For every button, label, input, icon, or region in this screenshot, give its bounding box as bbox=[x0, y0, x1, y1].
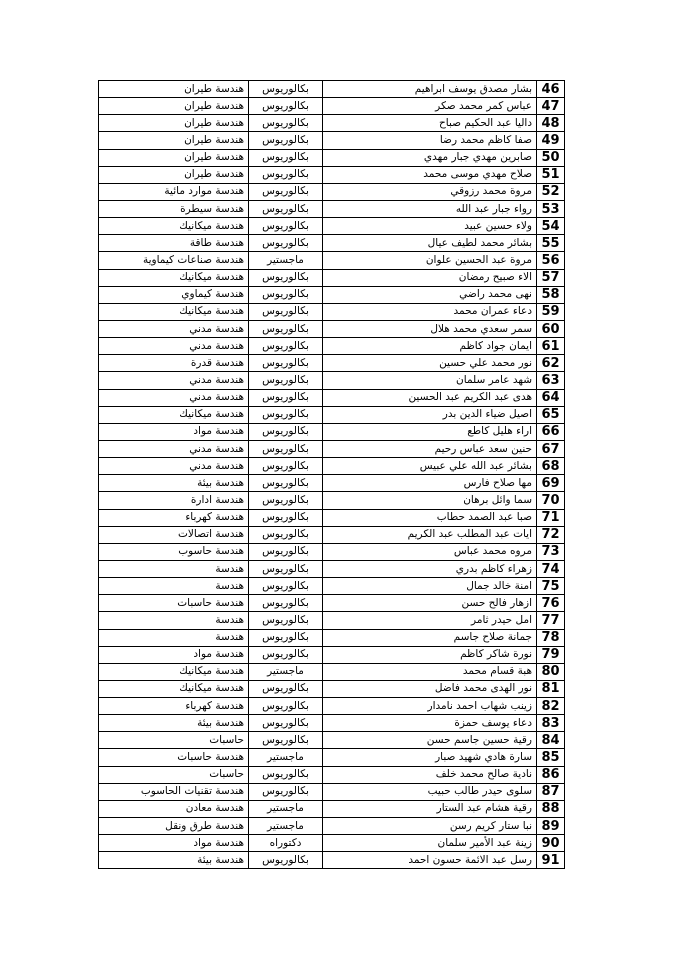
table-row bbox=[99, 818, 565, 835]
row-number: 77 bbox=[537, 612, 565, 629]
degree: بكالوريوس bbox=[249, 475, 323, 492]
applicant-name: بشار مصدق يوسف ابراهيم bbox=[323, 81, 537, 98]
specialization: هندسة حاسبات bbox=[99, 749, 249, 766]
table-row bbox=[99, 166, 565, 183]
degree: بكالوريوس bbox=[249, 372, 323, 389]
specialization: هندسة مدني bbox=[99, 372, 249, 389]
table-row bbox=[99, 458, 565, 475]
specialization: هندسة طيران bbox=[99, 132, 249, 149]
applicant-name: ازهار فالح حسن bbox=[323, 595, 537, 612]
row-number: 87 bbox=[537, 783, 565, 800]
row-number: 84 bbox=[537, 732, 565, 749]
row-number: 74 bbox=[537, 560, 565, 577]
applicants-table bbox=[98, 80, 565, 869]
table-row bbox=[99, 218, 565, 235]
table-row bbox=[99, 646, 565, 663]
specialization: هندسة مدني bbox=[99, 458, 249, 475]
degree: بكالوريوس bbox=[249, 389, 323, 406]
applicant-name: شهد عامر سلمان bbox=[323, 372, 537, 389]
degree: بكالوريوس bbox=[249, 698, 323, 715]
row-number: 56 bbox=[537, 252, 565, 269]
table-row bbox=[99, 440, 565, 457]
row-number: 63 bbox=[537, 372, 565, 389]
row-number: 50 bbox=[537, 149, 565, 166]
table-row bbox=[99, 235, 565, 252]
row-number: 85 bbox=[537, 749, 565, 766]
table-row bbox=[99, 149, 565, 166]
applicant-name: صفا كاظم محمد رضا bbox=[323, 132, 537, 149]
table-row bbox=[99, 423, 565, 440]
applicant-name: زهراء كاظم بدري bbox=[323, 560, 537, 577]
degree: بكالوريوس bbox=[249, 218, 323, 235]
applicant-name: نور الهدى محمد فاضل bbox=[323, 680, 537, 697]
specialization: هندسة مدني bbox=[99, 338, 249, 355]
degree: ماجستير bbox=[249, 800, 323, 817]
table-row bbox=[99, 715, 565, 732]
table-body bbox=[99, 81, 565, 869]
specialization: هندسة موارد مائية bbox=[99, 183, 249, 200]
table-row bbox=[99, 303, 565, 320]
degree: بكالوريوس bbox=[249, 543, 323, 560]
degree: بكالوريوس bbox=[249, 149, 323, 166]
row-number: 58 bbox=[537, 286, 565, 303]
specialization: هندسة بيئة bbox=[99, 475, 249, 492]
degree: ماجستير bbox=[249, 663, 323, 680]
specialization: هندسة بيئة bbox=[99, 852, 249, 869]
specialization: هندسة طيران bbox=[99, 81, 249, 98]
applicant-name: مها صلاح فارس bbox=[323, 475, 537, 492]
table-row bbox=[99, 680, 565, 697]
row-number: 66 bbox=[537, 423, 565, 440]
specialization: هندسة حاسوب bbox=[99, 543, 249, 560]
table-row bbox=[99, 200, 565, 217]
degree: بكالوريوس bbox=[249, 732, 323, 749]
table-row bbox=[99, 338, 565, 355]
specialization: هندسة كهرباء bbox=[99, 698, 249, 715]
table-row bbox=[99, 663, 565, 680]
applicant-name: نبا ستار كريم رسن bbox=[323, 818, 537, 835]
specialization: هندسة طيران bbox=[99, 115, 249, 132]
table-row bbox=[99, 543, 565, 560]
row-number: 83 bbox=[537, 715, 565, 732]
row-number: 55 bbox=[537, 235, 565, 252]
degree: بكالوريوس bbox=[249, 715, 323, 732]
row-number: 88 bbox=[537, 800, 565, 817]
applicant-name: ايات عبد المطلب عبد الكريم bbox=[323, 526, 537, 543]
degree: بكالوريوس bbox=[249, 166, 323, 183]
row-number: 91 bbox=[537, 852, 565, 869]
degree: بكالوريوس bbox=[249, 783, 323, 800]
degree: بكالوريوس bbox=[249, 303, 323, 320]
specialization: هندسة مدني bbox=[99, 320, 249, 337]
table-row bbox=[99, 835, 565, 852]
applicant-name: سارة هادي شهيد صبار bbox=[323, 749, 537, 766]
table-row bbox=[99, 406, 565, 423]
applicant-name: اراء هليل كاطع bbox=[323, 423, 537, 440]
specialization: هندسة طاقة bbox=[99, 235, 249, 252]
specialization: هندسة ميكانيك bbox=[99, 303, 249, 320]
row-number: 68 bbox=[537, 458, 565, 475]
row-number: 60 bbox=[537, 320, 565, 337]
table-row bbox=[99, 269, 565, 286]
specialization: هندسة مواد bbox=[99, 423, 249, 440]
applicant-name: امل حيدر ثامر bbox=[323, 612, 537, 629]
applicant-name: نادية صالح محمد خلف bbox=[323, 766, 537, 783]
row-number: 52 bbox=[537, 183, 565, 200]
applicant-name: دعاء عمران محمد bbox=[323, 303, 537, 320]
table-row bbox=[99, 783, 565, 800]
degree: بكالوريوس bbox=[249, 612, 323, 629]
degree: بكالوريوس bbox=[249, 98, 323, 115]
row-number: 53 bbox=[537, 200, 565, 217]
table-row bbox=[99, 492, 565, 509]
degree: بكالوريوس bbox=[249, 269, 323, 286]
degree: ماجستير bbox=[249, 252, 323, 269]
applicant-name: هبة قسام محمد bbox=[323, 663, 537, 680]
row-number: 48 bbox=[537, 115, 565, 132]
row-number: 75 bbox=[537, 578, 565, 595]
table-row bbox=[99, 320, 565, 337]
applicant-name: زينب شهاب احمد نامدار bbox=[323, 698, 537, 715]
table-row bbox=[99, 732, 565, 749]
applicant-name: اصيل ضياء الدين بدر bbox=[323, 406, 537, 423]
table-row bbox=[99, 800, 565, 817]
specialization: هندسة ميكانيك bbox=[99, 406, 249, 423]
row-number: 62 bbox=[537, 355, 565, 372]
degree: بكالوريوس bbox=[249, 458, 323, 475]
degree: بكالوريوس bbox=[249, 629, 323, 646]
degree: بكالوريوس bbox=[249, 526, 323, 543]
table-row bbox=[99, 252, 565, 269]
applicant-name: بشائر عبد الله علي عبيس bbox=[323, 458, 537, 475]
specialization: هندسة اتصالات bbox=[99, 526, 249, 543]
row-number: 90 bbox=[537, 835, 565, 852]
applicant-name: سمر سعدي محمد هلال bbox=[323, 320, 537, 337]
row-number: 76 bbox=[537, 595, 565, 612]
applicant-name: الاء صبيح رمضان bbox=[323, 269, 537, 286]
degree: بكالوريوس bbox=[249, 183, 323, 200]
table-row bbox=[99, 475, 565, 492]
specialization: هندسة طيران bbox=[99, 149, 249, 166]
applicant-name: دعاء يوسف حمزة bbox=[323, 715, 537, 732]
degree: بكالوريوس bbox=[249, 646, 323, 663]
degree: بكالوريوس bbox=[249, 509, 323, 526]
degree: بكالوريوس bbox=[249, 492, 323, 509]
applicant-name: صلاح مهدي موسى محمد bbox=[323, 166, 537, 183]
table-row bbox=[99, 766, 565, 783]
table-row bbox=[99, 578, 565, 595]
row-number: 46 bbox=[537, 81, 565, 98]
specialization: هندسة صناعات كيماوية bbox=[99, 252, 249, 269]
applicant-name: رواء جبار عبد الله bbox=[323, 200, 537, 217]
specialization: هندسة حاسبات bbox=[99, 595, 249, 612]
degree: بكالوريوس bbox=[249, 286, 323, 303]
row-number: 61 bbox=[537, 338, 565, 355]
table-row bbox=[99, 98, 565, 115]
row-number: 86 bbox=[537, 766, 565, 783]
row-number: 81 bbox=[537, 680, 565, 697]
table-row bbox=[99, 286, 565, 303]
specialization: هندسة مدني bbox=[99, 440, 249, 457]
row-number: 54 bbox=[537, 218, 565, 235]
degree: بكالوريوس bbox=[249, 595, 323, 612]
applicant-name: مروة محمد رزوقي bbox=[323, 183, 537, 200]
degree: بكالوريوس bbox=[249, 560, 323, 577]
applicant-name: حنين سعد عباس رحيم bbox=[323, 440, 537, 457]
degree: بكالوريوس bbox=[249, 81, 323, 98]
specialization: هندسة ميكانيك bbox=[99, 663, 249, 680]
table-row bbox=[99, 183, 565, 200]
row-number: 89 bbox=[537, 818, 565, 835]
row-number: 64 bbox=[537, 389, 565, 406]
specialization: هندسة معادن bbox=[99, 800, 249, 817]
degree: دكتوراه bbox=[249, 835, 323, 852]
row-number: 70 bbox=[537, 492, 565, 509]
applicant-name: امنة خالد جمال bbox=[323, 578, 537, 595]
degree: بكالوريوس bbox=[249, 852, 323, 869]
table-row bbox=[99, 612, 565, 629]
applicant-name: سما وائل برهان bbox=[323, 492, 537, 509]
applicant-name: جمانة صلاح جاسم bbox=[323, 629, 537, 646]
degree: بكالوريوس bbox=[249, 766, 323, 783]
row-number: 78 bbox=[537, 629, 565, 646]
applicant-name: سلوى حيدر طالب حبيب bbox=[323, 783, 537, 800]
table-row bbox=[99, 629, 565, 646]
row-number: 49 bbox=[537, 132, 565, 149]
applicant-name: مروه محمد عباس bbox=[323, 543, 537, 560]
degree: بكالوريوس bbox=[249, 440, 323, 457]
table-row bbox=[99, 526, 565, 543]
degree: بكالوريوس bbox=[249, 200, 323, 217]
applicant-name: نور محمد علي حسين bbox=[323, 355, 537, 372]
applicant-name: عباس كمر محمد صكر bbox=[323, 98, 537, 115]
applicant-name: رقية هشام عبد الستار bbox=[323, 800, 537, 817]
row-number: 79 bbox=[537, 646, 565, 663]
specialization: حاسبات bbox=[99, 766, 249, 783]
specialization: هندسة مواد bbox=[99, 835, 249, 852]
specialization: هندسة طرق ونقل bbox=[99, 818, 249, 835]
table-row bbox=[99, 509, 565, 526]
degree: بكالوريوس bbox=[249, 115, 323, 132]
degree: بكالوريوس bbox=[249, 132, 323, 149]
applicant-name: داليا عبد الحكيم صباح bbox=[323, 115, 537, 132]
row-number: 72 bbox=[537, 526, 565, 543]
degree: بكالوريوس bbox=[249, 355, 323, 372]
applicant-name: مروة عبد الحسين علوان bbox=[323, 252, 537, 269]
specialization: هندسة bbox=[99, 612, 249, 629]
specialization: هندسة bbox=[99, 629, 249, 646]
applicant-name: زينة عبد الأمير سلمان bbox=[323, 835, 537, 852]
specialization: هندسة ميكانيك bbox=[99, 218, 249, 235]
specialization: هندسة طيران bbox=[99, 98, 249, 115]
applicant-name: صبا عبد الصمد حطاب bbox=[323, 509, 537, 526]
specialization: هندسة كهرباء bbox=[99, 509, 249, 526]
table-row bbox=[99, 132, 565, 149]
applicant-name: نورة شاكر كاظم bbox=[323, 646, 537, 663]
table-row bbox=[99, 749, 565, 766]
specialization: هندسة ميكانيك bbox=[99, 680, 249, 697]
table-row bbox=[99, 115, 565, 132]
applicant-name: صابرين مهدي جبار مهدي bbox=[323, 149, 537, 166]
specialization: هندسة كيماوي bbox=[99, 286, 249, 303]
degree: بكالوريوس bbox=[249, 338, 323, 355]
row-number: 82 bbox=[537, 698, 565, 715]
specialization: هندسة bbox=[99, 578, 249, 595]
specialization: حاسبات bbox=[99, 732, 249, 749]
row-number: 71 bbox=[537, 509, 565, 526]
table-row bbox=[99, 560, 565, 577]
table-row bbox=[99, 389, 565, 406]
table-row bbox=[99, 595, 565, 612]
specialization: هندسة بيئة bbox=[99, 715, 249, 732]
table-row bbox=[99, 372, 565, 389]
degree: بكالوريوس bbox=[249, 320, 323, 337]
degree: بكالوريوس bbox=[249, 423, 323, 440]
applicant-name: ولاء حسين عبيد bbox=[323, 218, 537, 235]
specialization: هندسة قدرة bbox=[99, 355, 249, 372]
specialization: هندسة مواد bbox=[99, 646, 249, 663]
row-number: 47 bbox=[537, 98, 565, 115]
applicant-name: هدى عبد الكريم عبد الحسين bbox=[323, 389, 537, 406]
row-number: 80 bbox=[537, 663, 565, 680]
degree: بكالوريوس bbox=[249, 578, 323, 595]
row-number: 51 bbox=[537, 166, 565, 183]
specialization: هندسة طيران bbox=[99, 166, 249, 183]
degree: بكالوريوس bbox=[249, 680, 323, 697]
table-row bbox=[99, 81, 565, 98]
applicant-name: ايمان جواد كاظم bbox=[323, 338, 537, 355]
applicant-name: نهى محمد راضي bbox=[323, 286, 537, 303]
specialization: هندسة سيطرة bbox=[99, 200, 249, 217]
degree: ماجستير bbox=[249, 818, 323, 835]
specialization: هندسة مدني bbox=[99, 389, 249, 406]
specialization: هندسة ادارة bbox=[99, 492, 249, 509]
table-row bbox=[99, 852, 565, 869]
row-number: 73 bbox=[537, 543, 565, 560]
row-number: 59 bbox=[537, 303, 565, 320]
degree: بكالوريوس bbox=[249, 235, 323, 252]
degree: بكالوريوس bbox=[249, 406, 323, 423]
table-row bbox=[99, 355, 565, 372]
specialization: هندسة تقنيات الحاسوب bbox=[99, 783, 249, 800]
row-number: 57 bbox=[537, 269, 565, 286]
degree: ماجستير bbox=[249, 749, 323, 766]
applicant-name: رقية حسين جاسم حسن bbox=[323, 732, 537, 749]
specialization: هندسة ميكانيك bbox=[99, 269, 249, 286]
row-number: 67 bbox=[537, 440, 565, 457]
row-number: 65 bbox=[537, 406, 565, 423]
specialization: هندسة bbox=[99, 560, 249, 577]
applicant-name: رسل عبد الائمة حسون احمد bbox=[323, 852, 537, 869]
applicant-name: بشائر محمد لطيف عيال bbox=[323, 235, 537, 252]
table-row bbox=[99, 698, 565, 715]
row-number: 69 bbox=[537, 475, 565, 492]
